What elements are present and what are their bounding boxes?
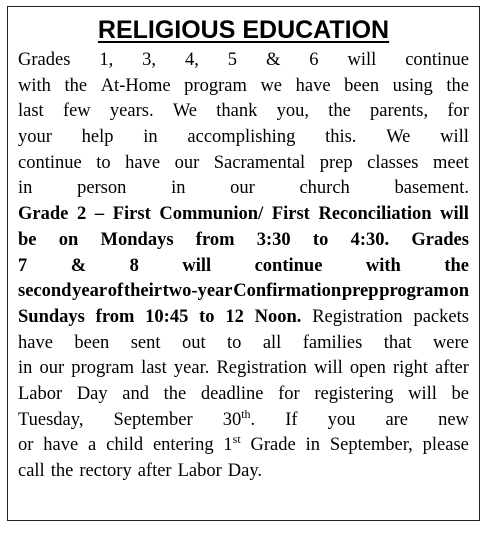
word: and xyxy=(122,383,149,404)
word: in xyxy=(305,435,320,456)
word: new xyxy=(438,409,469,430)
word: 3:30 xyxy=(256,229,291,250)
word: Sundays xyxy=(18,306,85,327)
text-line xyxy=(18,459,469,485)
word: were xyxy=(432,332,469,353)
word: & xyxy=(265,50,281,70)
word: out xyxy=(181,332,206,353)
word: year. xyxy=(173,358,210,379)
word: for xyxy=(447,101,469,122)
word: in xyxy=(18,178,33,199)
word: in xyxy=(143,127,158,148)
word: thank xyxy=(216,101,258,122)
word: right xyxy=(392,358,428,379)
word: years. xyxy=(109,101,154,122)
word: sent xyxy=(130,332,161,353)
word: Registration xyxy=(312,306,403,327)
text-line xyxy=(18,176,469,202)
word: Sacramental xyxy=(213,152,306,173)
notice-body xyxy=(18,48,469,485)
word: have xyxy=(18,332,53,353)
text-line xyxy=(18,151,469,177)
word: Mondays xyxy=(100,229,174,250)
text-line xyxy=(18,408,469,434)
word: families xyxy=(302,332,363,353)
word: entering xyxy=(152,435,214,456)
word: from xyxy=(195,229,235,250)
word: last xyxy=(141,358,167,379)
word: have xyxy=(295,75,331,96)
word: open xyxy=(349,358,386,379)
word: our xyxy=(174,152,200,173)
word: the xyxy=(163,383,187,404)
word: September, xyxy=(329,435,413,456)
word: 1, xyxy=(99,50,114,70)
text-line xyxy=(18,125,469,151)
word: parents, xyxy=(370,101,429,122)
word: September xyxy=(113,409,193,430)
word: we xyxy=(260,75,283,96)
word: 2 xyxy=(76,204,87,225)
word: to xyxy=(199,306,215,327)
word: person xyxy=(77,178,127,199)
word: with xyxy=(18,75,51,96)
word: rectory xyxy=(79,461,132,481)
word: 4:30. xyxy=(350,229,390,250)
word: First xyxy=(112,204,151,225)
word: accomplishing xyxy=(187,127,296,148)
text-line xyxy=(18,99,469,125)
word: in xyxy=(18,358,33,379)
word: Noon. xyxy=(254,306,302,327)
word: 30th. xyxy=(222,406,256,430)
word: Labor xyxy=(18,383,63,404)
word: meet xyxy=(433,152,469,173)
word: church xyxy=(299,178,350,199)
word: with xyxy=(365,255,401,276)
word: have xyxy=(125,152,161,173)
word: our xyxy=(230,178,255,199)
word: last xyxy=(18,101,44,122)
word: packets xyxy=(413,306,469,327)
word: a xyxy=(88,435,97,456)
text-line xyxy=(18,48,469,74)
word: Grades xyxy=(411,229,469,250)
word: your xyxy=(18,127,52,148)
word: for xyxy=(278,383,300,404)
word: to xyxy=(312,229,329,250)
text-line xyxy=(18,305,469,331)
word: Day xyxy=(76,383,108,404)
word: registering xyxy=(314,383,394,404)
word: be xyxy=(451,383,469,404)
word: are xyxy=(385,409,409,430)
word: this. xyxy=(325,127,357,148)
word: been xyxy=(344,75,380,96)
word: will xyxy=(440,127,469,148)
word: from xyxy=(95,306,135,327)
word: – xyxy=(94,204,105,225)
word: will xyxy=(313,358,343,379)
word: in xyxy=(171,178,186,199)
word: child xyxy=(106,435,144,456)
word: that xyxy=(383,332,412,353)
word: Reconciliation xyxy=(318,204,432,225)
word: been xyxy=(74,332,110,353)
word: using xyxy=(392,75,433,96)
word: prep xyxy=(319,152,353,173)
word: have xyxy=(43,435,79,456)
word: If xyxy=(285,409,298,430)
word: Grades xyxy=(18,50,71,70)
word: 4, xyxy=(184,50,199,70)
word: year xyxy=(72,281,108,302)
word: Labor xyxy=(177,461,222,481)
notice-title: RELIGIOUS EDUCATION xyxy=(97,16,390,44)
word: program xyxy=(184,75,247,96)
word: 8 xyxy=(129,255,139,276)
word: be xyxy=(18,229,37,250)
text-line xyxy=(18,74,469,100)
text-line xyxy=(18,279,469,305)
word: Grade xyxy=(250,435,296,456)
word: continue xyxy=(405,50,469,70)
text-line xyxy=(18,228,469,254)
word: the xyxy=(328,101,351,122)
word: the xyxy=(64,75,88,96)
word: program xyxy=(379,281,449,302)
word: on xyxy=(58,229,79,250)
word: to xyxy=(96,152,111,173)
word: basement. xyxy=(394,178,469,199)
word: after xyxy=(137,461,172,481)
word: 6 xyxy=(309,50,319,70)
text-line xyxy=(18,254,469,280)
text-line xyxy=(18,356,469,382)
word: 5 xyxy=(227,50,238,70)
word: & xyxy=(70,255,87,276)
word: Communion/ xyxy=(159,204,264,225)
word: will xyxy=(347,50,377,70)
word: of xyxy=(107,281,124,302)
religious-education-notice xyxy=(7,6,480,521)
word: the xyxy=(444,255,469,276)
word: We xyxy=(386,127,411,148)
text-line xyxy=(18,202,469,228)
word: after xyxy=(435,358,469,379)
word: all xyxy=(262,332,282,353)
word: the xyxy=(50,461,74,481)
word: We xyxy=(172,101,198,122)
word: second xyxy=(18,281,72,302)
word: will xyxy=(440,204,469,225)
word: 1st xyxy=(223,432,241,456)
word: Confirmation xyxy=(233,281,342,302)
text-line xyxy=(18,382,469,408)
word: Day. xyxy=(227,461,263,481)
word: our xyxy=(39,358,65,379)
word: 7 xyxy=(18,255,28,276)
word: Grade xyxy=(18,204,69,225)
text-line xyxy=(18,433,469,459)
word: At-Home xyxy=(100,75,171,96)
word: will xyxy=(408,383,437,404)
word: you xyxy=(327,409,356,430)
word: the xyxy=(446,75,469,96)
word: will xyxy=(182,255,212,276)
word: continue xyxy=(254,255,323,276)
word: on xyxy=(449,281,469,302)
word: 12 xyxy=(225,306,244,327)
word: prep xyxy=(341,281,379,302)
word: few xyxy=(62,101,91,122)
word: First xyxy=(271,204,310,225)
word: please xyxy=(422,435,469,456)
word: to xyxy=(227,332,242,353)
word: 10:45 xyxy=(145,306,189,327)
word: two-year xyxy=(162,281,233,302)
word: you, xyxy=(276,101,309,122)
word: help xyxy=(81,127,114,148)
word: their xyxy=(123,281,162,302)
word: continue xyxy=(18,152,82,173)
word: deadline xyxy=(200,383,264,404)
word: classes xyxy=(367,152,419,173)
word: Registration xyxy=(216,358,307,379)
word: program xyxy=(71,358,134,379)
word: 3, xyxy=(142,50,157,70)
word: Tuesday, xyxy=(18,409,84,430)
text-line xyxy=(18,331,469,357)
word: call xyxy=(18,461,45,481)
word: or xyxy=(18,435,34,456)
